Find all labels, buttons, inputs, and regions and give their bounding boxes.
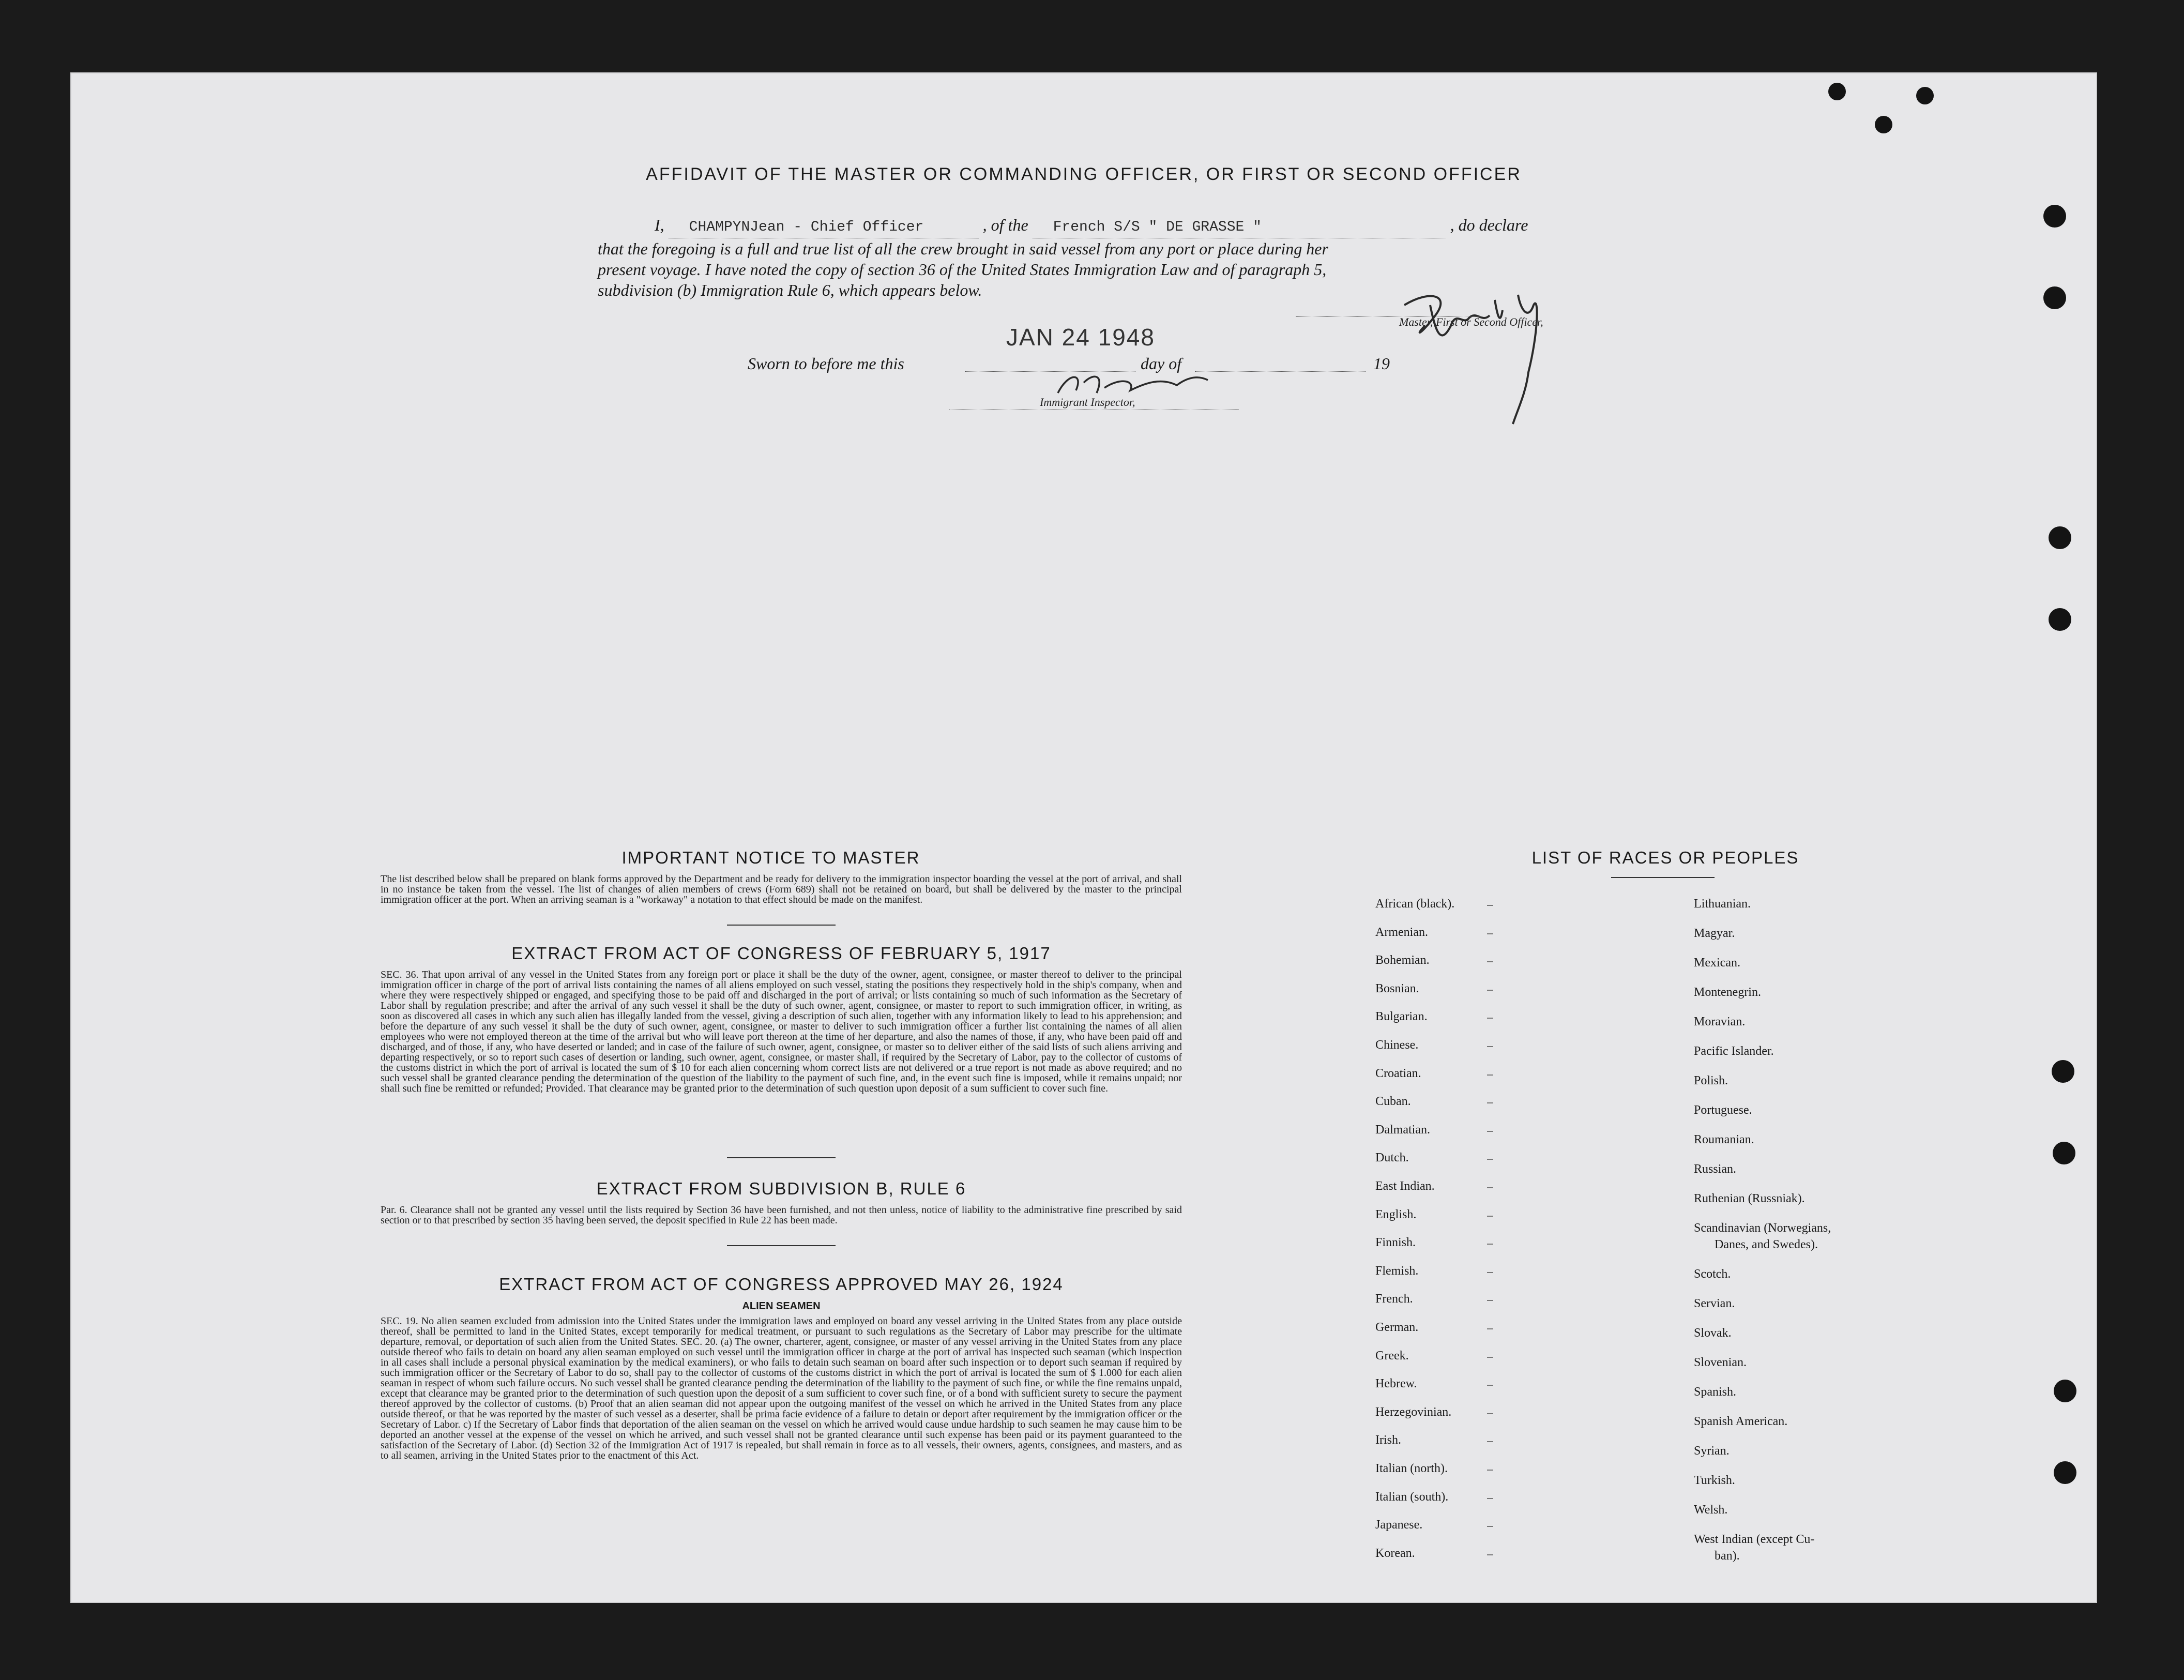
race-tick-mark	[1487, 1074, 1493, 1076]
punch-hole	[2053, 1142, 2075, 1164]
race-tick-mark	[1487, 1272, 1493, 1273]
signature-caption: Master, First or Second Officer,	[1399, 315, 1543, 328]
race-item: Bulgarian.	[1375, 1010, 1428, 1024]
race-item: African (black).	[1375, 897, 1455, 911]
race-item: Spanish American.	[1694, 1415, 1788, 1428]
race-tick-mark	[1487, 1216, 1493, 1217]
race-tick-mark	[1487, 1441, 1493, 1442]
race-item: Spanish.	[1694, 1385, 1737, 1399]
punch-hole	[1875, 116, 1892, 133]
race-item: ban).	[1715, 1549, 1740, 1563]
sworn-text: Sworn to before me this	[748, 354, 904, 373]
year-prefix: 19	[1373, 354, 1390, 373]
race-item: Hebrew.	[1375, 1377, 1417, 1391]
race-item: Lithuanian.	[1694, 897, 1751, 911]
race-item: Herzegovinian.	[1375, 1405, 1452, 1419]
race-tick-mark	[1487, 1498, 1493, 1499]
race-item: Cuban.	[1375, 1095, 1411, 1109]
race-item: Welsh.	[1694, 1503, 1728, 1517]
divider	[1611, 877, 1715, 878]
race-item: Portuguese.	[1694, 1103, 1752, 1117]
affidavit-intro: I,	[655, 216, 664, 234]
race-tick-mark	[1487, 1244, 1493, 1245]
notice-title: IMPORTANT NOTICE TO MASTER	[621, 848, 920, 867]
race-item: Dalmatian.	[1375, 1123, 1430, 1137]
affidavit-line-2: that the foregoing is a full and true list of all the crew brought in said vessel from any port or place during her	[598, 239, 1328, 258]
race-item: Danes, and Swedes).	[1715, 1238, 1818, 1251]
officer-name-field: CHAMPYNJean - Chief Officer	[689, 219, 924, 235]
race-tick-mark	[1487, 1526, 1493, 1527]
punch-hole	[2049, 526, 2071, 549]
race-item: Roumanian.	[1694, 1133, 1754, 1146]
race-item: Italian (north).	[1375, 1462, 1448, 1475]
race-tick-mark	[1487, 1046, 1493, 1047]
date-stamp: JAN 24 1948	[1006, 324, 1155, 351]
punch-hole	[2043, 286, 2066, 309]
race-tick-mark	[1487, 1131, 1493, 1132]
rule6-title: EXTRACT FROM SUBDIVISION B, RULE 6	[596, 1179, 966, 1198]
divider	[727, 1245, 836, 1246]
race-item: Russian.	[1694, 1162, 1737, 1176]
race-item: Magyar.	[1694, 927, 1735, 940]
punch-hole	[2052, 1060, 2074, 1083]
race-item: Armenian.	[1375, 925, 1428, 939]
race-item: Flemish.	[1375, 1264, 1419, 1278]
race-item: East Indian.	[1375, 1179, 1435, 1193]
race-item: Ruthenian (Russniak).	[1694, 1192, 1805, 1205]
race-item: Croatian.	[1375, 1066, 1421, 1080]
race-tick-mark	[1487, 905, 1493, 906]
punch-hole	[1916, 87, 1934, 104]
divider	[727, 925, 836, 926]
race-tick-mark	[1487, 1554, 1493, 1555]
race-tick-mark	[1487, 933, 1493, 934]
race-tick-mark	[1487, 1300, 1493, 1301]
race-tick-mark	[1487, 990, 1493, 991]
punch-hole	[2049, 608, 2071, 631]
race-tick-mark	[1487, 1357, 1493, 1358]
race-item: Japanese.	[1375, 1518, 1423, 1532]
race-item: Scandinavian (Norwegians,	[1694, 1221, 1831, 1235]
officer-signature	[1373, 269, 1580, 440]
race-item: Slovak.	[1694, 1326, 1732, 1340]
month-line	[1195, 371, 1366, 372]
race-item: Irish.	[1375, 1433, 1401, 1447]
race-tick-mark	[1487, 1413, 1493, 1414]
races-title: LIST OF RACES OR PEOPLES	[1531, 848, 1799, 867]
punch-hole	[2043, 205, 2066, 228]
affidavit-of-the: , of the	[982, 216, 1028, 234]
extract-1917-title: EXTRACT FROM ACT OF CONGRESS OF FEBRUARY 5, 1917	[511, 944, 1051, 963]
race-tick-mark	[1487, 1328, 1493, 1329]
race-tick-mark	[1487, 1018, 1493, 1019]
affidavit-line-3: present voyage. I have noted the copy of section 36 of the United States Immigration Law and of paragraph 5,	[598, 260, 1327, 279]
extract-1924-title: EXTRACT FROM ACT OF CONGRESS APPROVED MAY 26, 1924	[499, 1275, 1064, 1294]
affidavit-line-4: subdivision (b) Immigration Rule 6, which appears below.	[598, 281, 982, 299]
race-item: Pacific Islander.	[1694, 1045, 1774, 1058]
race-item: Polish.	[1694, 1074, 1728, 1087]
race-tick-mark	[1487, 961, 1493, 962]
document-page	[70, 72, 2097, 1603]
race-item: French.	[1375, 1292, 1413, 1306]
race-item: Dutch.	[1375, 1151, 1409, 1165]
inspector-caption: Immigrant Inspector,	[1040, 396, 1135, 408]
race-tick-mark	[1487, 1102, 1493, 1103]
race-item: Syrian.	[1694, 1444, 1730, 1458]
race-item: Finnish.	[1375, 1236, 1416, 1250]
race-item: Moravian.	[1694, 1015, 1746, 1028]
race-item: Montenegrin.	[1694, 986, 1761, 999]
divider	[727, 1157, 836, 1158]
extract-1924-subtitle: ALIEN SEAMEN	[742, 1300, 821, 1312]
race-item: Bosnian.	[1375, 981, 1419, 995]
punch-hole	[1828, 83, 1846, 100]
punch-hole	[2054, 1461, 2076, 1484]
affidavit-title: AFFIDAVIT OF THE MASTER OR COMMANDING OFFICER, OR FIRST OR SECOND OFFICER	[646, 164, 1522, 184]
affidavit-declare: , do declare	[1450, 216, 1528, 234]
race-item: Korean.	[1375, 1546, 1415, 1560]
day-of-text: day of	[1141, 354, 1182, 373]
race-item: Bohemian.	[1375, 953, 1430, 967]
race-tick-mark	[1487, 1159, 1493, 1160]
race-item: West Indian (except Cu-	[1694, 1533, 1815, 1546]
race-item: Mexican.	[1694, 956, 1740, 970]
punch-hole	[2054, 1380, 2076, 1402]
race-tick-mark	[1487, 1470, 1493, 1471]
extract-1917-text: SEC. 36. That upon arrival of any vessel in the United States from any foreign port or place it shall be the duty of the owner, agent, consignee, or master thereof to deliver to the principal immigration officer in charge of the port of arrival lists containing the names of all aliens employed on such vessel, stating the positions they respectively hold in the ship's company, when and where they were respectively shipped or engaged, and specifying those to be paid off and discharged in the port of arrival; or lists containing so much of such information as the Secretary of Labor shall by regulation prescribe; and after the arrival of any such vessel it shall be the duty of such owner, agent, consignee, or master to report to such immigration officer, in writing, as soon as discovered all cases in which any such alien has illegally landed from the vessel, giving a description of such alien, together with any information likely to lead to his apprehension; and before the departure of any such vessel it shall be the duty of such owner, agent, consignee, or master to deliver to such immigration officer a further list containing the names of all alien employees who were not employed thereon at the time of the arrival but who will leave port thereon at the time of her departure, and also the names of those, if any, who have been paid off and discharged, and of those, if any, who have deserted or landed; and in case of the failure of such owner, agent, consignee, or master so to deliver either of the said lists of such aliens arriving and departing respectively, or so to report such cases of desertion or landing, such owner, agent, consignee, or master shall, if required by the Secretary of Labor, pay to the collector of customs of the customs district in which the port of arrival is located the sum of $ 10 for each alien concerning whom correct lists are not delivered or a true report is not made as above required; and no such vessel shall be granted clearance pending the determination of the question of the liability to the payment of such fine, and, in the event such fine is imposed, while it remains unpaid; nor shall such fine be remitted or refunded; Provided. That clearance may be granted prior to the determination of such question upon deposit of a sum sufficient to cover such fine.	[381, 969, 1182, 1094]
extract-1924-text: SEC. 19. No alien seamen excluded from admission into the United States under the immigration laws and employed on board any vessel arriving in the United States from any place outside thereof, shall be permitted to land in the United States, except temporarily for medical treatment, or pursuant to such regulations as the Secretary of Labor may prescribe for the ultimate departure, removal, or deportation of such alien from the United States. SEC. 20. (a) The owner, charterer, agent, consignee, or master of any vessel arriving in the United States from any place outside thereof who fails to detain on board any alien seaman employed on such vessel until the immigration officer in charge at the port of arrival has inspected such seaman (which inspection in all cases shall include a personal physical examination by the medical examiners), or who fails to detain such seaman on board after such inspection or to deport such seaman if required by such immigration officer or the Secretary of Labor to do so, shall pay to the collector of customs of the customs district in which the port of arrival is located the sum of $ 1.000 for each alien seaman in respect of whom such failure occurs. No such vessel shall be granted clearance pending the determination of the liability to the payment of such fine, or while the fine remains unpaid, except that clearance may be granted prior to the determination of such question upon the deposit of a sum sufficient to cover such fine, or of a bond with sufficient surety to secure the payment thereof approved by the collector of customs. (b) Proof that an alien seaman did not appear upon the outgoing manifest of the vessel on which he arrived in the United States from any place outside thereof, or that he was reported by the master of such vessel as a deserter, shall be prima facie evidence of a failure to detain or deport after requirement by the immigration officer or the Secretary of Labor. c) If the Secretary of Labor finds that deportation of the alien seaman on the vessel on which he arrived would cause undue hardship to such seamen he may cause him to be deported an another vessel at the expense of the vessel on which he arrived, and such vessel shall not be granted clearance until such expense has been paid or its payment guaranteed to the satisfaction of the Secretary of Labor. (d) Section 32 of the Immigration Act of 1917 is repealed, but shall remain in force as to all vessels, their owners, agents, consignees, and masters, and as to all seamen, arriving in the United States prior to the enactment of this Act.	[381, 1315, 1182, 1461]
race-item: English.	[1375, 1207, 1417, 1221]
race-item: Italian (south).	[1375, 1490, 1449, 1504]
race-item: German.	[1375, 1321, 1419, 1334]
race-item: Scotch.	[1694, 1267, 1731, 1281]
race-item: Chinese.	[1375, 1038, 1419, 1052]
race-item: Servian.	[1694, 1297, 1735, 1310]
race-item: Greek.	[1375, 1349, 1409, 1363]
notice-text: The list described below shall be prepared on blank forms approved by the Department and be ready for delivery to the immigration inspector boarding the vessel at the port of arrival, and shall in no instance be taken from the vessel. The list of changes of alien members of crews (Form 689) shall not be retained on board, but shall be delivered by the master to the principal immigration officer at the port. When an arriving seaman is a "workaway" a notation to that effect should be made on the manifest.	[381, 873, 1182, 905]
race-item: Turkish.	[1694, 1474, 1735, 1487]
rule6-text: Par. 6. Clearance shall not be granted any vessel until the lists required by Section 36 have been furnished, and not then unless, notice of liability to the administrative fine prescribed by said section or to that prescribed by section 35 having been served, the deposit specified in Rule 22 has been made.	[381, 1204, 1182, 1226]
vessel-name-field: French S/S " DE GRASSE "	[1053, 219, 1262, 235]
race-tick-mark	[1487, 1385, 1493, 1386]
race-tick-mark	[1487, 1187, 1493, 1188]
race-item: Slovenian.	[1694, 1356, 1747, 1369]
